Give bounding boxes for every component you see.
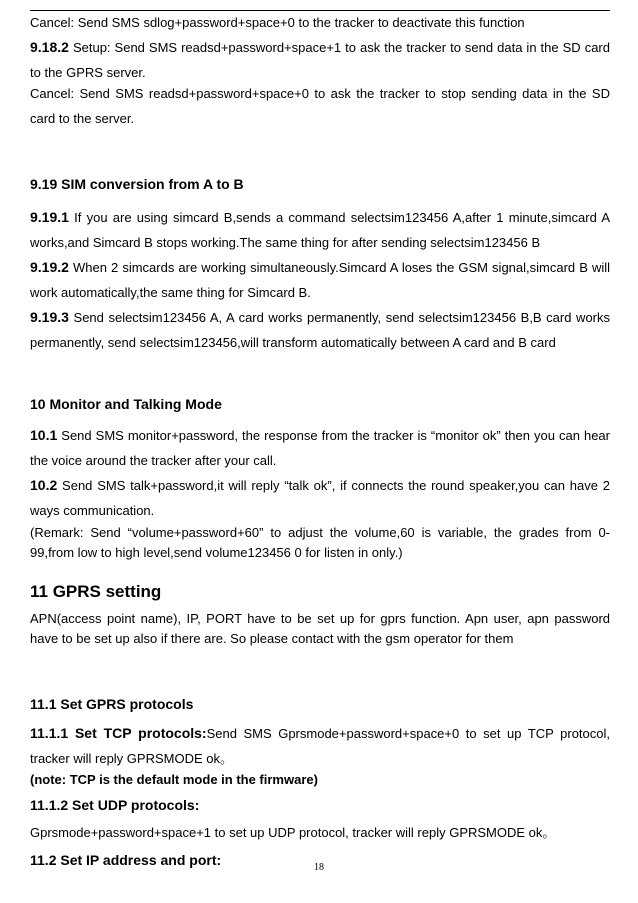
section-title-10: 10 Monitor and Talking Mode <box>30 396 222 412</box>
section-number: 9.18.2 <box>30 39 69 55</box>
section-number: 10.2 <box>30 477 58 493</box>
section-text: Send SMS monitor+password, the response from the tracker is “monitor ok” then you can hear the voice around the tracker after your call. <box>30 428 610 468</box>
paragraph-apn-intro: APN(access point name), IP, PORT have to be set up for gprs function. Apn user, apn password have to be set up also if there are. So please contact with the gsm operator for them <box>30 611 610 646</box>
section-title-9-19: 9.19 SIM conversion from A to B <box>30 176 244 192</box>
paragraph-9-19-2 <box>30 255 610 305</box>
section-title-11: 11 GPRS setting <box>30 582 162 601</box>
paragraph-10-2 <box>30 473 610 523</box>
paragraph-11-1-1 <box>30 721 610 771</box>
subsection-heading-11-1-2: 11.1.2 Set UDP protocols: <box>30 797 200 813</box>
subsection-text: Send SMS Gprsmode+password+space+0 to set up TCP protocol, tracker will reply GPRSMODE ok。 <box>30 726 610 766</box>
paragraph-9-18-2 <box>30 35 610 85</box>
paragraph-readsd-cancel: Cancel: Send SMS readsd+password+space+0 to ask the tracker to stop sending data in the SD card to the server. <box>30 86 610 126</box>
paragraph-9-19-3 <box>30 305 610 355</box>
section-text: Setup: Send SMS readsd+password+space+1 to ask the tracker to send data in the SD card to the GPRS server. <box>30 40 610 80</box>
page-number: 18 <box>314 862 324 873</box>
section-title-11-1: 11.1 Set GPRS protocols <box>30 696 194 712</box>
section-text: Send SMS talk+password,it will reply “talk ok”, if connects the round speaker,you can have 2 ways communication. <box>30 478 610 518</box>
section-text: If you are using simcard B,sends a command selectsim123456 A,after 1 minute,simcard A works,and Simcard B stops working.The same thing for after sending selectsim123456 B <box>30 210 610 250</box>
paragraph-9-19-1 <box>30 205 610 255</box>
paragraph-remark: (Remark: Send “volume+password+60” to adjust the volume,60 is variable, the grades from 0-99,from low to high level,send volume123456 0 for listen in only.) <box>30 525 610 560</box>
note-default-mode: (note: TCP is the default mode in the firmware) <box>30 772 318 787</box>
section-number: 9.19.3 <box>30 309 69 325</box>
section-title-11-2: 11.2 Set IP address and port: <box>30 852 222 868</box>
paragraph-11-1-2: Gprsmode+password+space+1 to set up UDP protocol, tracker will reply GPRSMODE ok。 <box>30 825 556 840</box>
document-body <box>30 14 610 869</box>
header-rule <box>30 10 610 11</box>
section-number: 9.19.2 <box>30 259 69 275</box>
section-text: When 2 simcards are working simultaneously.Simcard A loses the GSM signal,simcard B will work automatically,the same thing for Simcard B. <box>30 260 610 300</box>
section-text: Send selectsim123456 A, A card works permanently, send selectsim123456 B,B card works permanently, send selectsim123456,will transform automatically between A card and B card <box>30 310 610 350</box>
paragraph-sdlog-cancel: Cancel: Send SMS sdlog+password+space+0 to the tracker to deactivate this function <box>30 15 525 30</box>
subsection-heading: 11.1.1 Set TCP protocols: <box>30 725 207 741</box>
paragraph-10-1 <box>30 423 610 473</box>
section-number: 10.1 <box>30 427 58 443</box>
section-number: 9.19.1 <box>30 209 69 225</box>
